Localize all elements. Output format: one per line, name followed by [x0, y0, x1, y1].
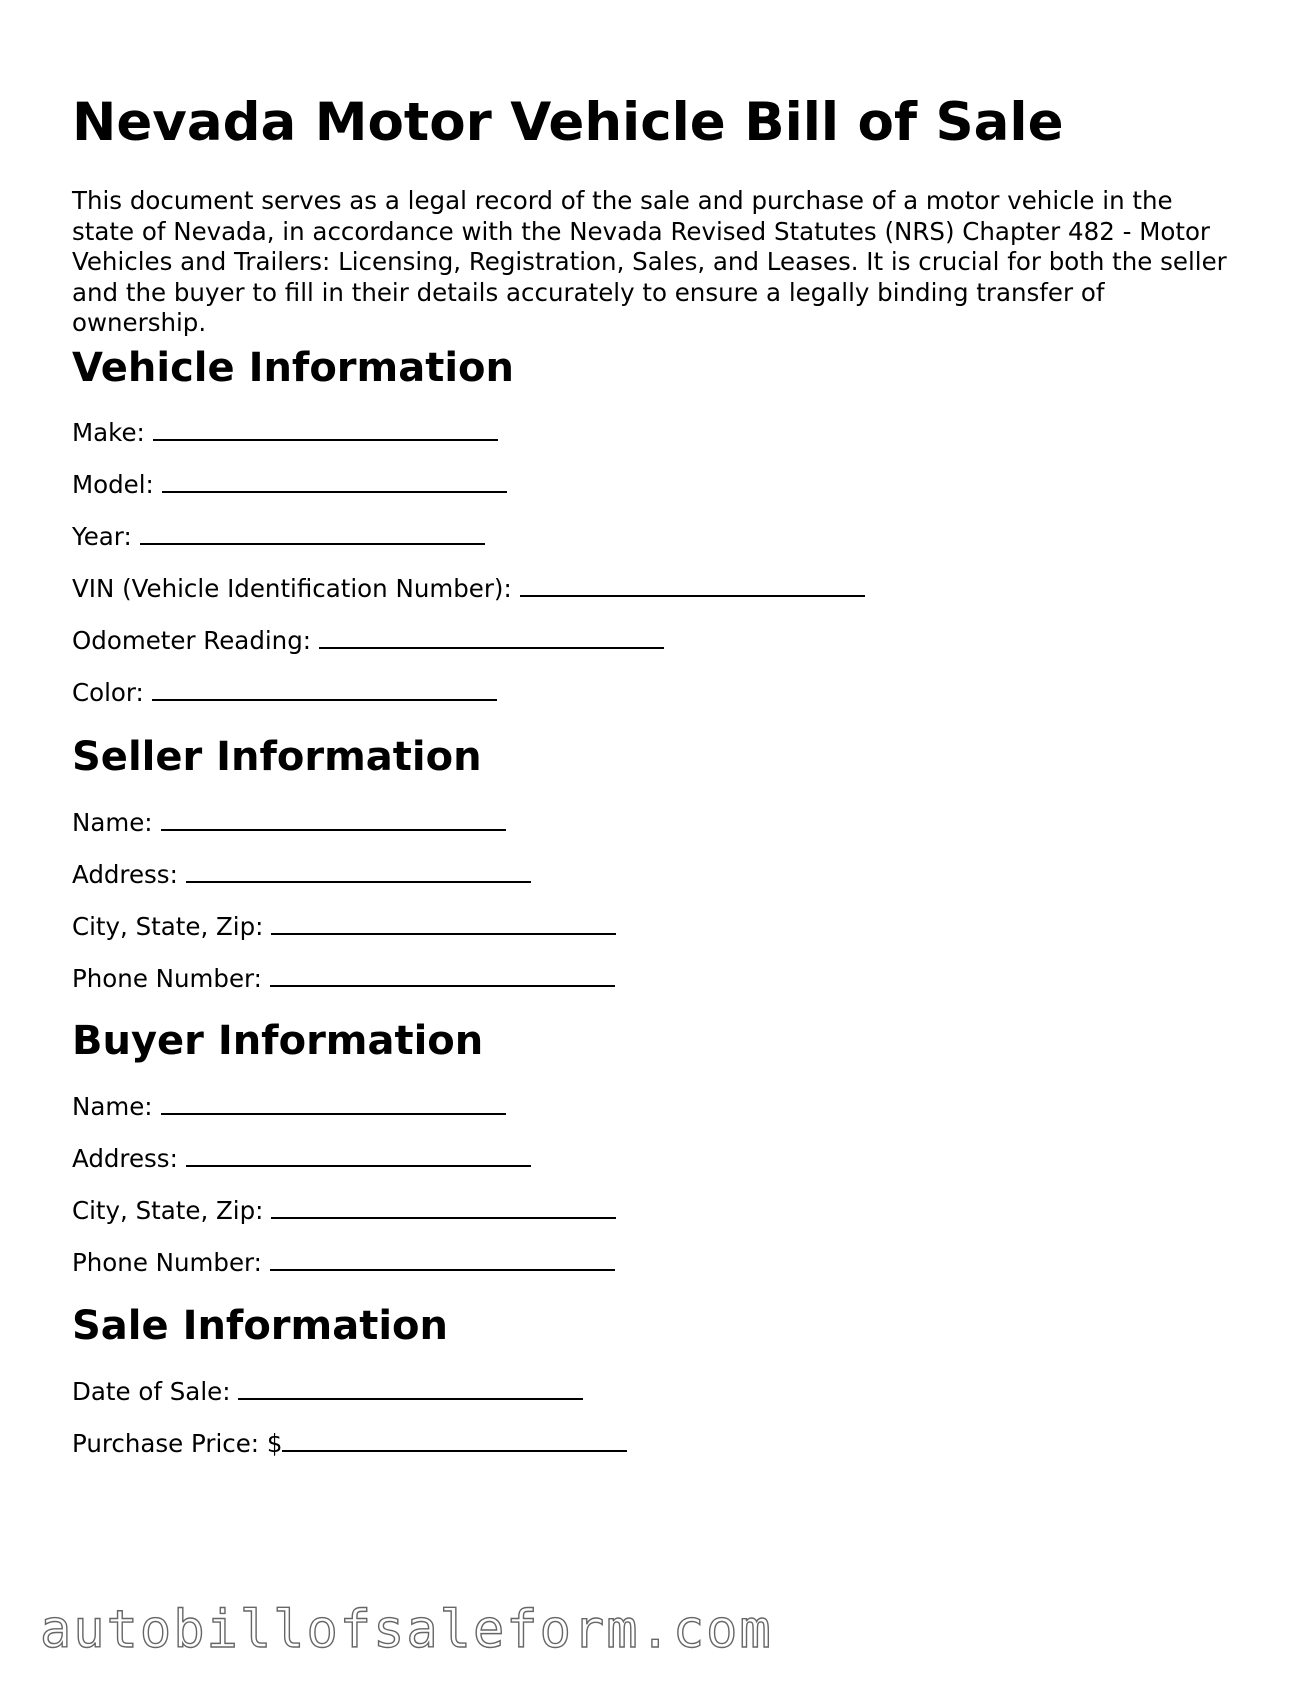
model-blank-line[interactable]: [162, 469, 507, 493]
vehicle-vin-field: [72, 573, 865, 604]
sale-date-field: [72, 1376, 583, 1407]
vehicle-year-field: [72, 521, 485, 552]
buyer-phone-blank-line[interactable]: [270, 1247, 615, 1271]
buyer-name-blank-line[interactable]: [161, 1091, 506, 1115]
seller-city-blank-line[interactable]: [271, 911, 616, 935]
field-label: Phone Number:: [72, 1248, 262, 1277]
field-label: Year:: [72, 522, 132, 551]
seller-section-heading: Seller Information: [72, 734, 482, 780]
field-label: Phone Number:: [72, 964, 262, 993]
sale-section-heading: Sale Information: [72, 1303, 448, 1349]
seller-address-blank-line[interactable]: [186, 859, 531, 883]
vehicle-odometer-field: [72, 625, 664, 656]
odometer-blank-line[interactable]: [319, 625, 664, 649]
buyer-section-heading: Buyer Information: [72, 1018, 484, 1064]
seller-address-field: [72, 859, 531, 890]
document-title: Nevada Motor Vehicle Bill of Sale: [72, 92, 1064, 153]
field-label: Make:: [72, 418, 145, 447]
buyer-phone-field: [72, 1247, 615, 1278]
make-blank-line[interactable]: [153, 417, 498, 441]
buyer-name-field: [72, 1091, 506, 1122]
vin-blank-line[interactable]: [520, 573, 865, 597]
field-label: Model:: [72, 470, 154, 499]
purchase-price-blank-line[interactable]: [282, 1428, 627, 1452]
buyer-address-field: [72, 1143, 531, 1174]
field-label: Name:: [72, 808, 153, 837]
vehicle-color-field: [72, 677, 497, 708]
field-label: City, State, Zip:: [72, 912, 264, 941]
color-blank-line[interactable]: [152, 677, 497, 701]
field-label: City, State, Zip:: [72, 1196, 264, 1225]
field-label: Name:: [72, 1092, 153, 1121]
vehicle-section-heading: Vehicle Information: [72, 345, 514, 391]
field-label: Address:: [72, 1144, 178, 1173]
seller-phone-field: [72, 963, 615, 994]
seller-city-field: [72, 911, 616, 942]
year-blank-line[interactable]: [140, 521, 485, 545]
buyer-city-blank-line[interactable]: [271, 1195, 616, 1219]
sale-date-blank-line[interactable]: [238, 1376, 583, 1400]
purchase-price-field: [72, 1428, 627, 1459]
vehicle-model-field: [72, 469, 507, 500]
buyer-address-blank-line[interactable]: [186, 1143, 531, 1167]
buyer-city-field: [72, 1195, 616, 1226]
seller-name-blank-line[interactable]: [161, 807, 506, 831]
field-label: Date of Sale:: [72, 1377, 231, 1406]
watermark-text: autobillofsaleform.com: [40, 1600, 773, 1660]
seller-name-field: [72, 807, 506, 838]
intro-paragraph: This document serves as a legal record of the sale and purchase of a motor vehicle in the state of Nevada, in accordance with the Nevada Revised Statutes (NRS) Chapter 482 - Motor Vehicles and Trailers: Licensing, Registration, Sales, and Leases. It is crucial for both the seller and the buyer to fill in their details accurately to ensure a legally binding transfer of ownership.: [72, 186, 1227, 337]
field-label: Purchase Price: $: [72, 1429, 283, 1458]
field-label: Odometer Reading:: [72, 626, 312, 655]
vehicle-make-field: [72, 417, 498, 448]
field-label: Address:: [72, 860, 178, 889]
seller-phone-blank-line[interactable]: [270, 963, 615, 987]
field-label: Color:: [72, 678, 144, 707]
field-label: VIN (Vehicle Identification Number):: [72, 574, 512, 603]
